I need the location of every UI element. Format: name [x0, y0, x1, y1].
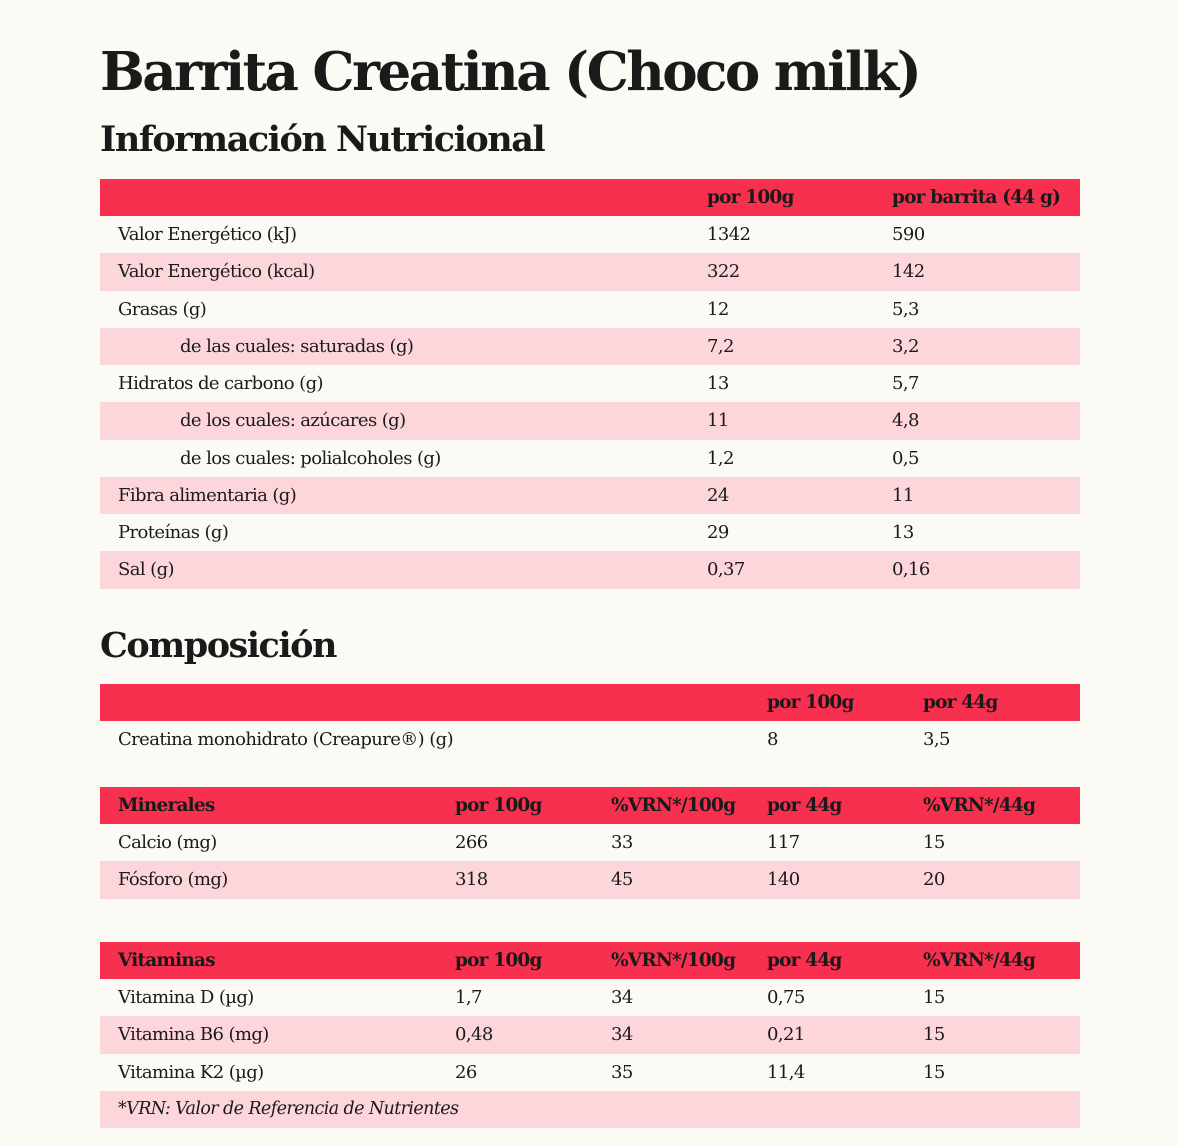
row-value-per100: 318	[455, 869, 488, 891]
vitamins-header-label: Vitaminas	[118, 950, 215, 971]
table-row	[100, 979, 1080, 1016]
row-value-per100: 1,2	[707, 447, 734, 469]
table-row	[100, 216, 1080, 253]
row-value-per44: 3,5	[923, 729, 950, 750]
footnote-row	[100, 1091, 1080, 1128]
row-value-per100: 12	[707, 298, 729, 320]
table-row	[100, 440, 1080, 477]
row-label: Proteínas (g)	[118, 522, 229, 543]
minerals-table	[100, 787, 1080, 899]
row-value-per100: 13	[707, 373, 729, 394]
table-row	[100, 365, 1080, 402]
vitamins-table	[100, 942, 1080, 1128]
vitamins-header-vrn100: %VRN*/100g	[611, 950, 736, 971]
row-value-vrn44: 20	[923, 869, 945, 891]
row-value-vrn44: 15	[923, 1061, 945, 1083]
composition-header-row	[100, 684, 1080, 721]
row-label: de las cuales: saturadas (g)	[180, 335, 414, 357]
row-value-vrn100: 45	[611, 869, 633, 891]
row-value-vrn100: 35	[611, 1061, 633, 1083]
minerals-header-vrn44: %VRN*/44g	[923, 795, 1036, 816]
composition-header-per100: por 100g	[767, 692, 854, 713]
row-value-vrn100: 34	[611, 1024, 633, 1046]
table-row	[100, 253, 1080, 290]
row-label: Vitamina B6 (mg)	[118, 1024, 269, 1046]
table-row	[100, 402, 1080, 439]
row-value-per44: 11,4	[767, 1061, 805, 1083]
row-value-per100: 8	[767, 729, 778, 750]
row-value-per100: 26	[455, 1061, 477, 1083]
table-row	[100, 551, 1080, 588]
nutrition-heading: Información Nutricional	[100, 119, 545, 160]
row-value-perbar: 142	[892, 261, 925, 283]
minerals-header-per44: por 44g	[767, 795, 842, 816]
minerals-header-vrn100: %VRN*/100g	[611, 795, 736, 816]
row-label: Valor Energético (kJ)	[118, 224, 297, 245]
row-value-per44: 0,21	[767, 1024, 805, 1046]
vitamins-header-per44: por 44g	[767, 950, 842, 971]
row-label: Fósforo (mg)	[118, 869, 228, 891]
row-value-perbar: 0,5	[892, 447, 919, 469]
row-value-per100: 1342	[707, 224, 751, 245]
composition-heading: Composición	[100, 625, 336, 666]
row-value-perbar: 5,7	[892, 373, 919, 394]
table-row	[100, 721, 1080, 758]
row-value-per44: 0,75	[767, 987, 805, 1008]
row-value-per100: 29	[707, 522, 729, 543]
row-value-perbar: 4,8	[892, 410, 919, 432]
row-value-vrn100: 34	[611, 987, 633, 1008]
vitamins-header-row	[100, 942, 1080, 979]
table-row	[100, 1016, 1080, 1053]
row-value-perbar: 3,2	[892, 335, 919, 357]
nutrition-header-per100: por 100g	[707, 187, 794, 208]
vrn-footnote: *VRN: Valor de Referencia de Nutrientes	[118, 1098, 459, 1119]
table-row	[100, 824, 1080, 861]
row-value-vrn100: 33	[611, 832, 633, 853]
row-value-per100: 11	[707, 410, 729, 432]
nutrition-header-perbar: por barrita (44 g)	[892, 187, 1061, 208]
row-value-vrn44: 15	[923, 832, 945, 853]
minerals-header-label: Minerales	[118, 795, 215, 816]
row-label: Vitamina D (µg)	[118, 987, 254, 1008]
nutrition-header-row	[100, 179, 1080, 216]
row-label: Sal (g)	[118, 559, 174, 581]
row-value-vrn44: 15	[923, 1024, 945, 1046]
row-label: Vitamina K2 (µg)	[118, 1061, 264, 1083]
row-value-vrn44: 15	[923, 987, 945, 1008]
row-label: de los cuales: azúcares (g)	[180, 410, 406, 432]
row-value-per100: 24	[707, 484, 729, 506]
vitamins-header-per100: por 100g	[455, 950, 542, 971]
row-value-perbar: 13	[892, 522, 914, 543]
minerals-header-per100: por 100g	[455, 795, 542, 816]
row-value-perbar: 11	[892, 484, 914, 506]
row-value-per44: 140	[767, 869, 800, 891]
table-row	[100, 514, 1080, 551]
table-row	[100, 328, 1080, 365]
row-value-per100: 7,2	[707, 335, 734, 357]
row-value-perbar: 0,16	[892, 559, 930, 581]
row-label: Fibra alimentaria (g)	[118, 484, 297, 506]
composition-table	[100, 684, 1080, 758]
vitamins-header-vrn44: %VRN*/44g	[923, 950, 1036, 971]
row-value-per100: 322	[707, 261, 740, 283]
row-value-per100: 266	[455, 832, 488, 853]
minerals-header-row	[100, 787, 1080, 824]
row-value-perbar: 590	[892, 224, 925, 245]
row-label: de los cuales: polialcoholes (g)	[180, 447, 441, 469]
row-label: Calcio (mg)	[118, 832, 217, 853]
composition-header-per44: por 44g	[923, 692, 998, 713]
row-value-perbar: 5,3	[892, 298, 919, 320]
nutrition-table	[100, 179, 1080, 589]
row-label: Creatina monohidrato (Creapure®) (g)	[118, 729, 453, 750]
row-value-per100: 0,48	[455, 1024, 493, 1046]
row-label: Valor Energético (kcal)	[118, 261, 315, 283]
row-value-per100: 1,7	[455, 987, 482, 1008]
table-row	[100, 477, 1080, 514]
table-row	[100, 1054, 1080, 1091]
row-label: Grasas (g)	[118, 298, 207, 320]
table-row	[100, 861, 1080, 898]
row-value-per100: 0,37	[707, 559, 745, 581]
row-value-per44: 117	[767, 832, 800, 853]
table-row	[100, 291, 1080, 328]
row-label: Hidratos de carbono (g)	[118, 373, 323, 394]
product-title: Barrita Creatina (Choco milk)	[100, 41, 920, 103]
